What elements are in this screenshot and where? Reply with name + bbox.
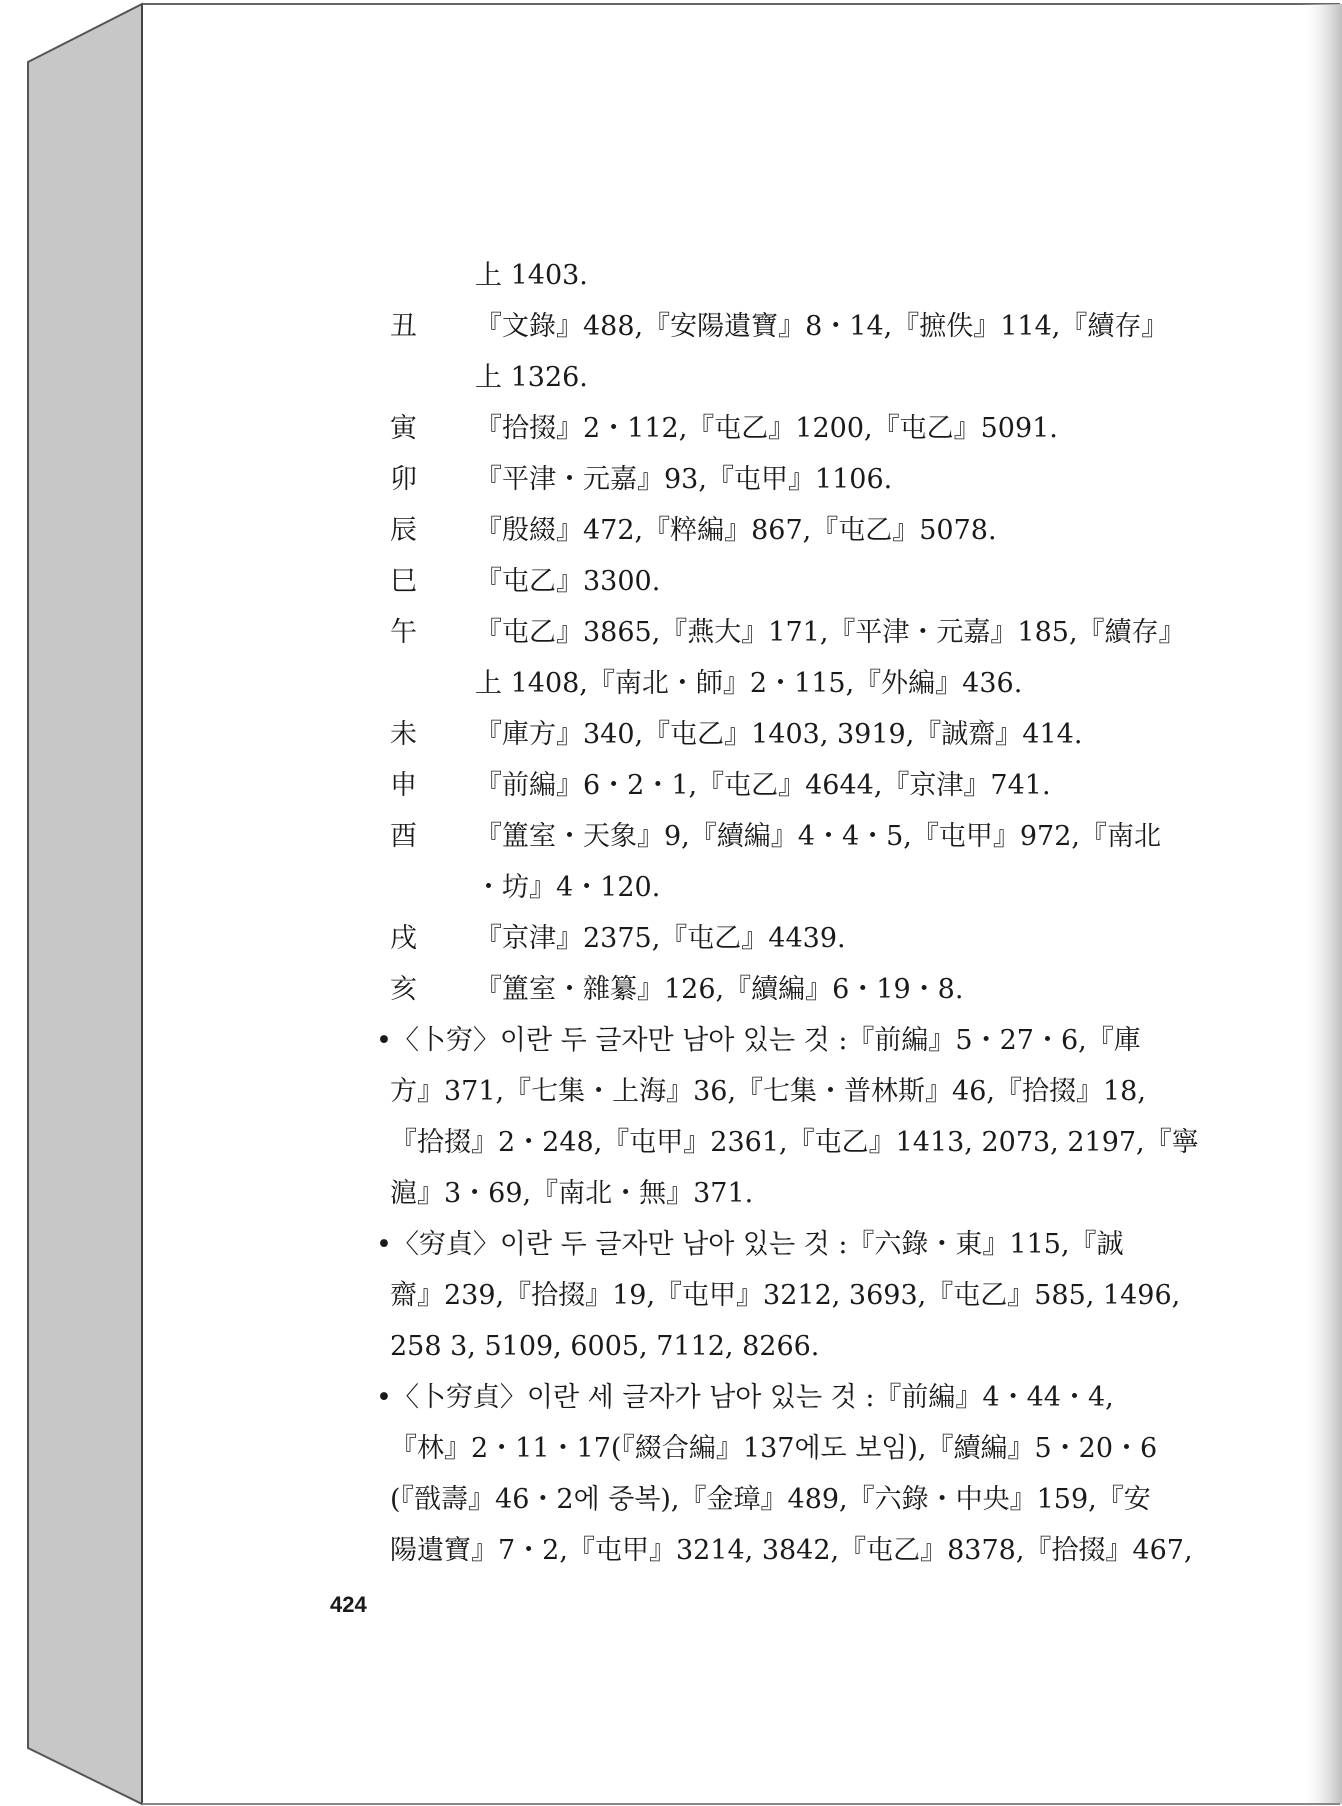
branch-entry: [380, 913, 1180, 964]
bullet-line: 方』371,『七集・上海』36,『七集・普林斯』46,『拾掇』18,: [390, 1076, 1146, 1107]
branch-char: 戌: [390, 923, 417, 954]
bullet-marker: •: [376, 1229, 392, 1260]
branch-entry: [380, 760, 1180, 811]
bullet-item: [376, 1015, 1199, 1219]
branch-entry: [380, 607, 1186, 709]
bullet-line: 『拾掇』2・248,『屯甲』2361,『屯乙』1413, 2073, 2197,『寧: [390, 1127, 1199, 1158]
branch-text: 『平津・元嘉』93,『屯甲』1106.: [475, 464, 893, 495]
page-number: 424: [330, 1592, 367, 1617]
branch-char: 未: [390, 719, 417, 750]
branch-text: 『文錄』488,『安陽遺寶』8・14,『摭佚』114,『續存』: [475, 311, 1169, 342]
branch-text: 『庫方』340,『屯乙』1403, 3919,『誠齋』414.: [475, 719, 1083, 750]
branch-entry: [380, 454, 1180, 505]
branch-text-cont: 上 1408,『南北・師』2・115,『外編』436.: [475, 668, 1023, 699]
branch-text: 『拾掇』2・112,『屯乙』1200,『屯乙』5091.: [475, 413, 1058, 444]
bullet-line: (『戩壽』46・2에 중복),『金璋』489,『六錄・中央』159,『安: [390, 1484, 1151, 1515]
book-spine: [28, 4, 142, 1804]
bullet-line: 258 3, 5109, 6005, 7112, 8266.: [390, 1331, 820, 1362]
bullet-line: 『林』2・11・17(『綴合編』137에도 보임),『續編』5・20・6: [390, 1433, 1158, 1464]
page-body: [376, 250, 1199, 1576]
branch-char: 辰: [390, 515, 417, 546]
branch-entry: [380, 403, 1180, 454]
bullet-marker: •: [376, 1382, 392, 1413]
bullet-line: 〈卜穷〉이란 두 글자만 남아 있는 것 :『前編』5・27・6,『庫: [391, 1025, 1141, 1056]
lead-continuation: 上 1403.: [475, 260, 588, 291]
branch-char: 酉: [390, 821, 417, 852]
branch-text-cont: 上 1326.: [475, 362, 588, 393]
right-shadow: [1300, 4, 1342, 1804]
branch-entry: [380, 709, 1180, 760]
bullet-line: 〈穷貞〉이란 두 글자만 남아 있는 것 :『六錄・東』115,『誠: [391, 1229, 1124, 1260]
branch-char: 申: [390, 770, 417, 801]
bullet-item: [376, 1372, 1193, 1576]
branch-text: 『前編』6・2・1,『屯乙』4644,『京津』741.: [475, 770, 1051, 801]
bullet-line: 齋』239,『拾掇』19,『屯甲』3212, 3693,『屯乙』585, 1496,: [390, 1280, 1181, 1311]
branch-char: 巳: [390, 566, 417, 597]
branch-char: 寅: [390, 413, 417, 444]
bullet-line: 〈卜穷貞〉이란 세 글자가 남아 있는 것 :『前編』4・44・4,: [391, 1382, 1114, 1413]
branch-char: 午: [390, 617, 417, 648]
branch-entry: [380, 301, 1180, 403]
bullet-item: [376, 1219, 1180, 1372]
branch-entry: [380, 505, 1180, 556]
branch-text: 『京津』2375,『屯乙』4439.: [475, 923, 846, 954]
branch-text: 『屯乙』3300.: [475, 566, 661, 597]
bullet-line: 陽遺寶』7・2,『屯甲』3214, 3842,『屯乙』8378,『拾掇』467,: [390, 1535, 1193, 1566]
branch-entry: [380, 556, 1180, 607]
branch-text-cont: ・坊』4・120.: [475, 872, 661, 903]
branch-char: 亥: [390, 974, 417, 1005]
bullet-line: 滬』3・69,『南北・無』371.: [390, 1178, 754, 1209]
branch-char: 卯: [390, 464, 417, 495]
branch-entry: [380, 811, 1180, 913]
branch-text: 『屯乙』3865,『燕大』171,『平津・元嘉』185,『續存』: [475, 617, 1186, 648]
bullet-marker: •: [376, 1025, 392, 1056]
branch-text: 『簠室・雜纂』126,『續編』6・19・8.: [475, 974, 964, 1005]
branch-text: 『殷綴』472,『粹編』867,『屯乙』5078.: [475, 515, 997, 546]
branch-char: 丑: [390, 311, 417, 342]
branch-entry: [380, 964, 1180, 1015]
branch-text: 『簠室・天象』9,『續編』4・4・5,『屯甲』972,『南北: [475, 821, 1161, 852]
